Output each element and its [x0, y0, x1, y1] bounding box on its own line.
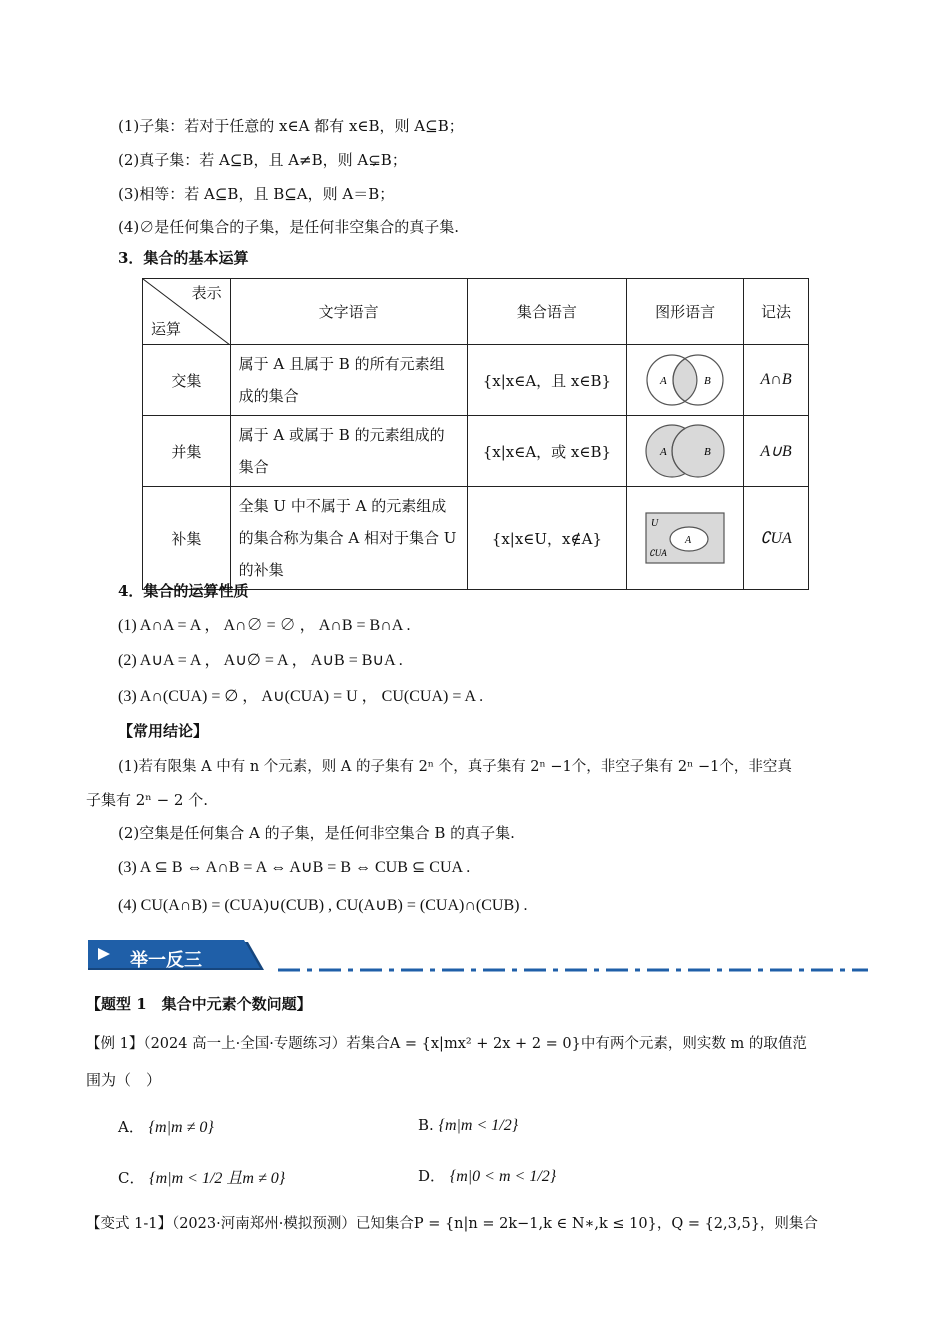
- question-type-title: 【题型 1 集合中元素个数问题】: [86, 995, 312, 1013]
- row-set-union: {x|x∈A，或 x∈B}: [467, 416, 627, 487]
- op-prop-3: (3) A∩(CUA) = ∅ ， A∪(CUA) = U ， CU(CUA) = A .: [118, 688, 484, 705]
- venn-complement: [627, 487, 744, 590]
- table-corner-cell: [143, 279, 231, 345]
- option-b-text: {m|m < 1/2}: [438, 1117, 519, 1134]
- row-notation-union: A∪B: [744, 416, 809, 487]
- row-name-intersection: 交集: [143, 345, 231, 416]
- option-b-label: B.: [418, 1116, 434, 1134]
- table-row: [143, 345, 809, 416]
- option-b[interactable]: [418, 1116, 518, 1135]
- variant-1-1: 【变式 1-1】（2023·河南郑州·模拟预测）已知集合P = {n|n = 2k−1,k ∈ N∗,k ≤ 10}，Q = {2,3,5}，则集合: [86, 1216, 818, 1232]
- option-d[interactable]: [418, 1165, 556, 1186]
- row-name-union: 并集: [143, 416, 231, 487]
- header-set-lang: 集合语言: [467, 279, 627, 345]
- subset-prop-2: (2)真子集：若 A⊆B，且 A≠B，则 A⊊B；: [118, 151, 407, 169]
- section-banner: [88, 940, 868, 976]
- row-name-complement: 补集: [143, 487, 231, 590]
- op-prop-2: (2) A∪A = A ， A∪∅ = A ， A∪B = B∪A .: [118, 652, 403, 669]
- svg-text:A: A: [685, 535, 692, 546]
- set-operations-table: [142, 278, 809, 590]
- svg-text:∁UA: ∁UA: [649, 548, 667, 558]
- svg-text:U: U: [651, 518, 659, 529]
- option-d-text: {m|0 < m < 1/2}: [449, 1168, 557, 1185]
- op-prop-1: (1) A∩A = A ， A∩∅ = ∅ ， A∩B = B∩A .: [118, 617, 411, 634]
- venn-intersection: [627, 345, 744, 416]
- corner-top-label: 表示: [191, 284, 222, 302]
- option-d-label: D．: [418, 1167, 446, 1185]
- svg-text:A: A: [660, 446, 667, 458]
- example-1-line-1: 【例 1】（2024 高一上·全国·专题练习）若集合A = {x|mx² + 2x + 2 = 0}中有两个元素，则实数 m 的取值范: [86, 1036, 807, 1052]
- example-1-line-2: 围为（ ）: [86, 1071, 162, 1089]
- header-notation: 记法: [744, 279, 809, 345]
- row-text-complement: 全集 U 中不属于 A 的元素组成的集合称为集合 A 相对于集合 U 的补集: [230, 487, 467, 590]
- option-c-label: C．: [118, 1169, 145, 1187]
- row-text-intersection: 属于 A 且属于 B 的所有元素组成的集合: [230, 345, 467, 416]
- row-text-union: 属于 A 或属于 B 的元素组成的集合: [230, 416, 467, 487]
- venn-union: [627, 416, 744, 487]
- option-a[interactable]: [118, 1116, 214, 1137]
- table-row: [143, 487, 809, 590]
- row-notation-intersection: A∩B: [744, 345, 809, 416]
- subset-prop-3: (3)相等：若 A⊆B，且 B⊆A，则 A＝B；: [118, 185, 395, 203]
- svg-text:B: B: [704, 446, 711, 458]
- corner-bottom-label: 运算: [151, 320, 182, 338]
- option-a-text: {m|m ≠ 0}: [148, 1119, 214, 1136]
- row-set-intersection: {x|x∈A，且 x∈B}: [467, 345, 627, 416]
- conclusion-1: (1)若有限集 A 中有 n 个元素，则 A 的子集有 2ⁿ 个，真子集有 2ⁿ −1个，非空子集有 2ⁿ −1个，非空真: [118, 759, 792, 775]
- option-a-label: A．: [118, 1118, 144, 1136]
- header-text-lang: 文字语言: [230, 279, 467, 345]
- conclusion-1-cont: 子集有 2ⁿ − 2 个.: [86, 791, 208, 809]
- banner-title: 举一反三: [130, 950, 202, 971]
- svg-text:A: A: [660, 375, 667, 387]
- conclusion-title: 【常用结论】: [118, 722, 209, 740]
- option-c[interactable]: [118, 1165, 285, 1188]
- svg-text:B: B: [704, 375, 711, 387]
- option-c-text: {m|m < 1/2 且m ≠ 0}: [149, 1170, 286, 1187]
- section-4-title: 4．集合的运算性质: [118, 582, 249, 600]
- conclusion-3: (3) A ⊆ B ⇔ A∩B = A ⇔ A∪B = B ⇔ CUB ⊆ CUA .: [118, 859, 471, 876]
- row-notation-complement: ∁UA: [744, 487, 809, 590]
- subset-prop-1: (1)子集：若对于任意的 x∈A 都有 x∈B，则 A⊆B；: [118, 117, 464, 135]
- table-row: [143, 416, 809, 487]
- subset-prop-4: (4)∅是任何集合的子集，是任何非空集合的真子集.: [118, 218, 460, 236]
- section-3-title: 3．集合的基本运算: [118, 249, 249, 267]
- row-set-complement: {x|x∈U，x∉A}: [467, 487, 627, 590]
- conclusion-4: (4) CU(A∩B) = (CUA)∪(CUB) , CU(A∪B) = (CUA)∩(CUB) .: [118, 897, 528, 914]
- header-graph-lang: 图形语言: [627, 279, 744, 345]
- conclusion-2: (2)空集是任何集合 A 的子集，是任何非空集合 B 的真子集.: [118, 824, 515, 842]
